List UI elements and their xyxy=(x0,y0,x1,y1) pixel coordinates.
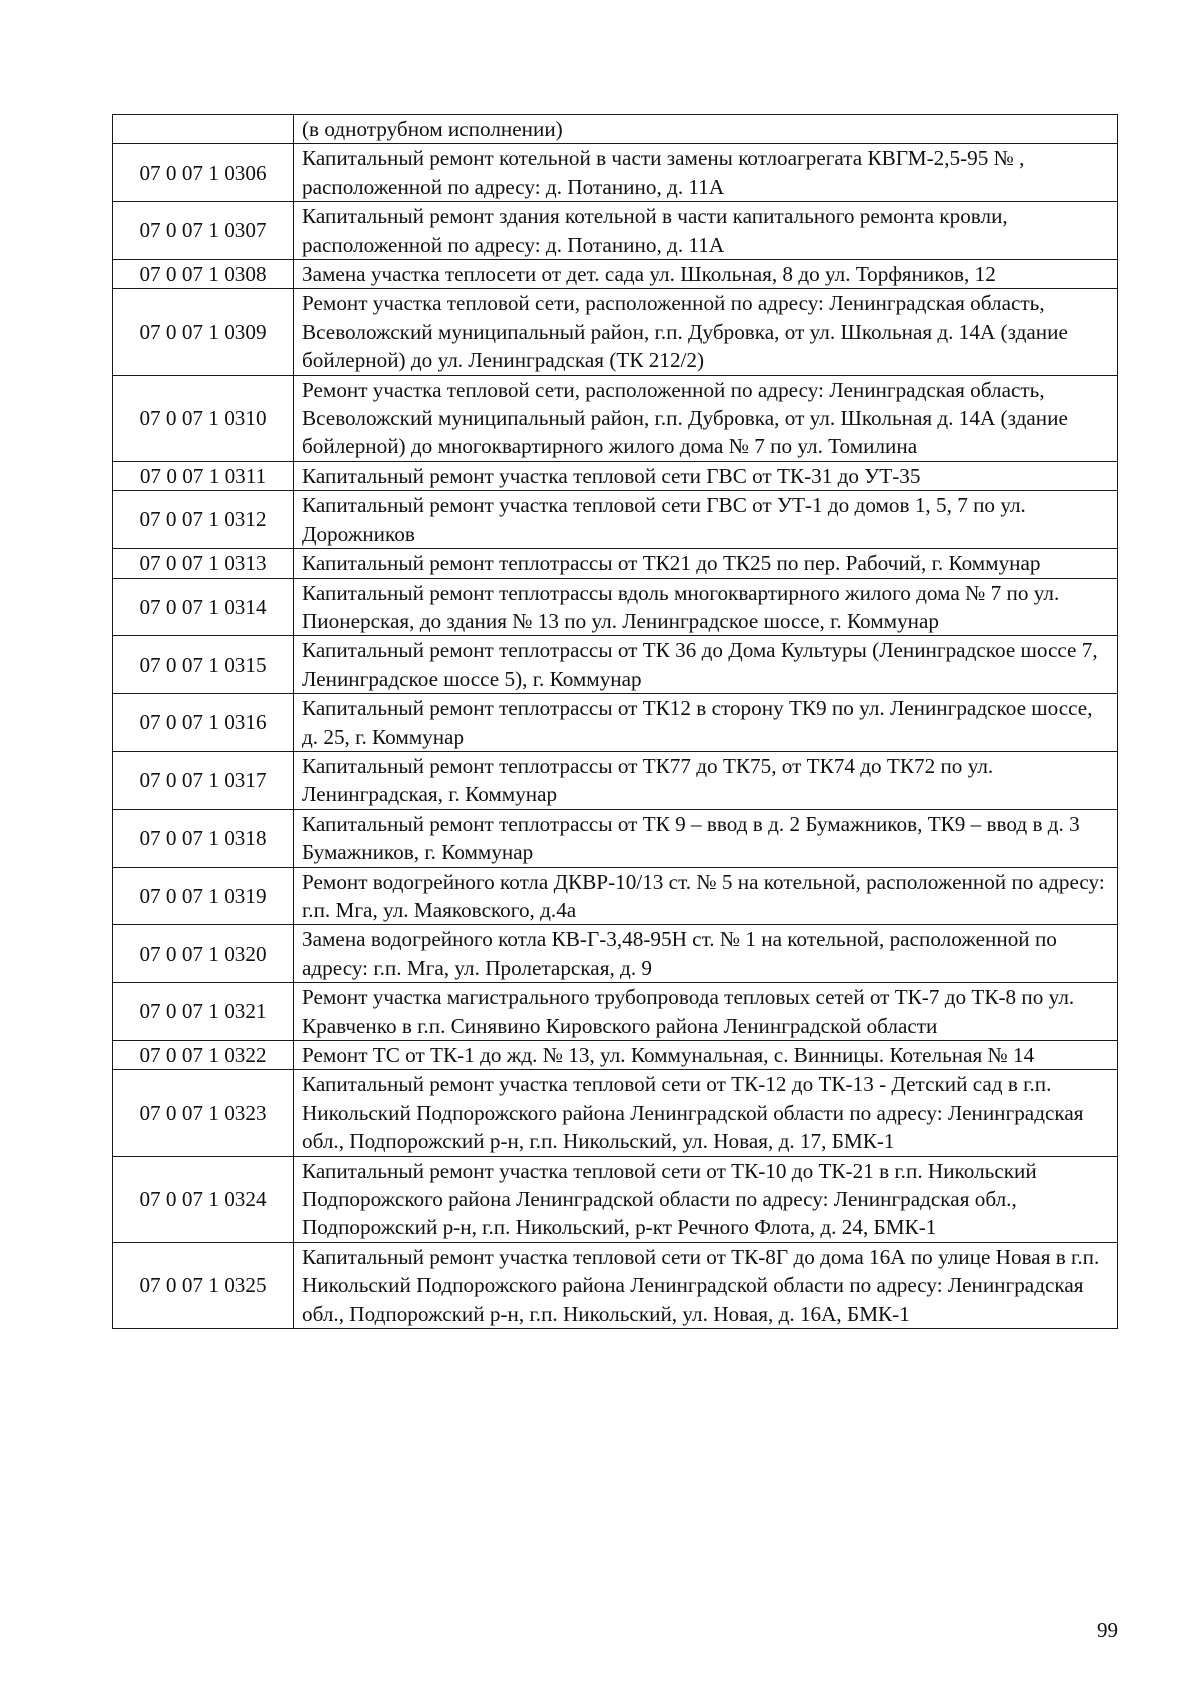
code-cell: 07 0 07 1 0317 xyxy=(113,751,294,809)
code-cell: 07 0 07 1 0318 xyxy=(113,809,294,867)
code-cell xyxy=(113,115,294,144)
description-cell: (в однотрубном исполнении) xyxy=(294,115,1118,144)
table-row xyxy=(113,375,1118,461)
description-cell: Ремонт участка тепловой сети, расположенной по адресу: Ленинградская область, Всеволожский муниципальный район, г.п. Дубровка, от ул. Школьная д. 14А (здание бойлерной) до многоквартирного жилого дома № 7 по ул. Томилина xyxy=(294,375,1118,461)
table-row xyxy=(113,549,1118,578)
description-cell: Ремонт ТС от ТК-1 до жд. № 13, ул. Коммунальная, с. Винницы. Котельная № 14 xyxy=(294,1041,1118,1070)
code-cell: 07 0 07 1 0309 xyxy=(113,289,294,375)
code-cell: 07 0 07 1 0322 xyxy=(113,1041,294,1070)
code-cell: 07 0 07 1 0314 xyxy=(113,578,294,636)
code-cell: 07 0 07 1 0315 xyxy=(113,636,294,694)
code-cell: 07 0 07 1 0311 xyxy=(113,461,294,490)
description-cell: Капитальный ремонт участка тепловой сети от ТК-8Г до дома 16А по улице Новая в г.п. Никольский Подпорожского района Ленинградской области по адресу: Ленинградская обл., Подпорожский р-н, г.п. Никольский, ул. Новая, д. 16А, БМК-1 xyxy=(294,1242,1118,1328)
code-cell: 07 0 07 1 0308 xyxy=(113,260,294,289)
description-cell: Капитальный ремонт теплотрассы от ТК12 в сторону ТК9 по ул. Ленинградское шоссе, д. 25, г. Коммунар xyxy=(294,694,1118,752)
description-cell: Замена водогрейного котла КВ-Г-3,48-95Н ст. № 1 на котельной, расположенной по адресу: г.п. Мга, ул. Пролетарская, д. 9 xyxy=(294,925,1118,983)
table-row xyxy=(113,694,1118,752)
table-row xyxy=(113,202,1118,260)
description-cell: Капитальный ремонт участка тепловой сети ГВС от ТК-31 до УТ-35 xyxy=(294,461,1118,490)
description-cell: Капитальный ремонт участка тепловой сети ГВС от УТ-1 до домов 1, 5, 7 по ул. Дорожников xyxy=(294,491,1118,549)
table-row xyxy=(113,636,1118,694)
table-row xyxy=(113,461,1118,490)
table-row xyxy=(113,867,1118,925)
code-cell: 07 0 07 1 0316 xyxy=(113,694,294,752)
description-cell: Капитальный ремонт котельной в части замены котлоагрегата КВГМ-2,5-95 № , расположенной по адресу: д. Потанино, д. 11А xyxy=(294,144,1118,202)
table-row xyxy=(113,115,1118,144)
code-cell: 07 0 07 1 0323 xyxy=(113,1070,294,1156)
table-row xyxy=(113,1242,1118,1328)
table-row xyxy=(113,983,1118,1041)
code-cell: 07 0 07 1 0310 xyxy=(113,375,294,461)
description-cell: Капитальный ремонт здания котельной в части капитального ремонта кровли, расположенной по адресу: д. Потанино, д. 11А xyxy=(294,202,1118,260)
description-cell: Капитальный ремонт участка тепловой сети от ТК-10 до ТК-21 в г.п. Никольский Подпорожского района Ленинградской области по адресу: Ленинградская обл., Подпорожский р-н, г.п. Никольский, р-кт Речного Флота, д. 24, БМК-1 xyxy=(294,1156,1118,1242)
code-cell: 07 0 07 1 0321 xyxy=(113,983,294,1041)
table-row xyxy=(113,578,1118,636)
description-cell: Капитальный ремонт теплотрассы от ТК 36 до Дома Культуры (Ленинградское шоссе 7, Ленинградское шоссе 5), г. Коммунар xyxy=(294,636,1118,694)
table-row xyxy=(113,751,1118,809)
code-cell: 07 0 07 1 0324 xyxy=(113,1156,294,1242)
description-cell: Капитальный ремонт теплотрассы от ТК21 до ТК25 по пер. Рабочий, г. Коммунар xyxy=(294,549,1118,578)
budget-code-table xyxy=(112,114,1118,1329)
code-cell: 07 0 07 1 0319 xyxy=(113,867,294,925)
description-cell: Капитальный ремонт теплотрассы вдоль многоквартирного жилого дома № 7 по ул. Пионерская, до здания № 13 по ул. Ленинградское шоссе, г. Коммунар xyxy=(294,578,1118,636)
description-cell: Замена участка теплосети от дет. сада ул. Школьная, 8 до ул. Торфяников, 12 xyxy=(294,260,1118,289)
code-cell: 07 0 07 1 0325 xyxy=(113,1242,294,1328)
description-cell: Ремонт участка магистрального трубопровода тепловых сетей от ТК-7 до ТК-8 по ул. Кравченко в г.п. Синявино Кировского района Ленинградской области xyxy=(294,983,1118,1041)
code-cell: 07 0 07 1 0306 xyxy=(113,144,294,202)
table-row xyxy=(113,1041,1118,1070)
description-cell: Капитальный ремонт теплотрассы от ТК 9 – ввод в д. 2 Бумажников, ТК9 – ввод в д. 3 Бумажников, г. Коммунар xyxy=(294,809,1118,867)
table-row xyxy=(113,1156,1118,1242)
code-cell: 07 0 07 1 0313 xyxy=(113,549,294,578)
description-cell: Капитальный ремонт теплотрассы от ТК77 до ТК75, от ТК74 до ТК72 по ул. Ленинградская, г. Коммунар xyxy=(294,751,1118,809)
table-row xyxy=(113,491,1118,549)
description-cell: Ремонт водогрейного котла ДКВР-10/13 ст. № 5 на котельной, расположенной по адресу: г.п. Мга, ул. Маяковского, д.4а xyxy=(294,867,1118,925)
page-number: 99 xyxy=(1097,1618,1118,1642)
code-cell: 07 0 07 1 0307 xyxy=(113,202,294,260)
code-cell: 07 0 07 1 0312 xyxy=(113,491,294,549)
description-cell: Ремонт участка тепловой сети, расположенной по адресу: Ленинградская область, Всеволожский муниципальный район, г.п. Дубровка, от ул. Школьная д. 14А (здание бойлерной) до ул. Ленинградская (ТК 212/2) xyxy=(294,289,1118,375)
table-row xyxy=(113,809,1118,867)
code-cell: 07 0 07 1 0320 xyxy=(113,925,294,983)
table-body xyxy=(113,115,1118,1329)
table-row xyxy=(113,260,1118,289)
description-cell: Капитальный ремонт участка тепловой сети от ТК-12 до ТК-13 - Детский сад в г.п. Никольский Подпорожского района Ленинградской области по адресу: Ленинградская обл., Подпорожский р-н, г.п. Никольский, ул. Новая, д. 17, БМК-1 xyxy=(294,1070,1118,1156)
table-row xyxy=(113,925,1118,983)
table-row xyxy=(113,289,1118,375)
table-row xyxy=(113,1070,1118,1156)
table-row xyxy=(113,144,1118,202)
